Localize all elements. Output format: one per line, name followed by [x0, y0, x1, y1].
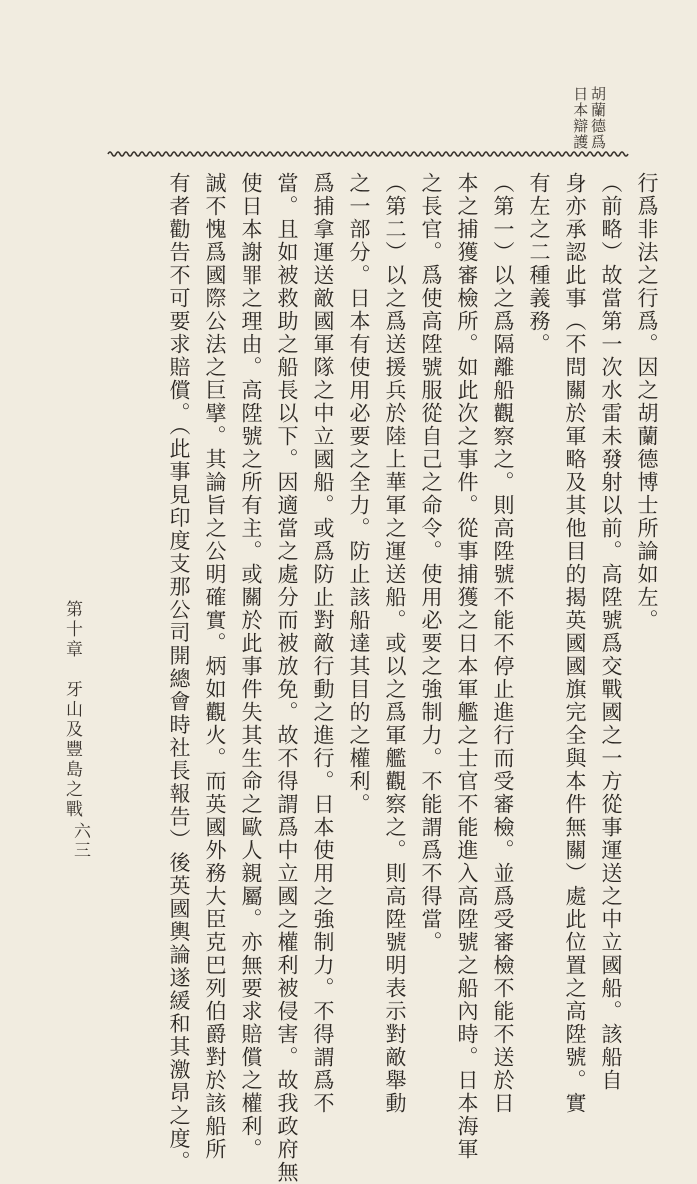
text-column: 之一部分。日本有使用必要之全力。防止該船達其目的之權利。 — [347, 172, 371, 816]
text-column: 誠不愧爲國際公法之巨擘。其論旨之公明確實。炳如觀火。而英國外務大臣克巴列伯爵對於該船所 — [203, 172, 227, 1161]
running-header-line: 日本辯護 — [571, 86, 590, 150]
text-column: 有左之二種義務。 — [527, 172, 551, 356]
text-column: 使日本謝罪之理由。高陞號之所有主。或關於此事件失其生命之歐人親屬。亦無要求賠償之權利。 — [239, 172, 263, 1161]
text-column: 本之捕獲審檢所。如此次之事件。從事捕獲之日本軍艦之士官不能進入高陞號之船內時。日本海軍 — [455, 172, 479, 1161]
text-column: 爲捕拿運送敵國軍隊之中立國船。或爲防止對敵行動之進行。日本使用之強制力。不得謂爲不 — [311, 172, 335, 1115]
body-text — [167, 172, 659, 1184]
text-column: （第二）以之爲送援兵於陸上華軍之運送船。或以之爲軍艦觀察之。則高陞號明表示對敵舉動 — [383, 172, 407, 1115]
running-header-line: 胡蘭德爲 — [589, 86, 607, 150]
running-header — [572, 86, 606, 150]
text-column: 身亦承認此事（不問關於軍略及其他目的揭英國國旗完全與本件無關）處此位置之高陞號。實 — [563, 172, 587, 1115]
text-column: 當。且如被救助之船長以下。因適當之處分而被放免。故不得謂爲中立國之權利被侵害。故我政府無 — [275, 172, 299, 1184]
chapter-footer: 第十章 牙山及豐島之戰 — [62, 600, 82, 820]
text-column: （前略）故當第一次水雷未發射以前。高陞號爲交戰國之一方從事運送之中立國船。該船自 — [599, 172, 623, 1092]
text-column: 之長官。爲使高陞號服從自己之命令。使用必要之強制力。不能謂爲不得當。 — [419, 172, 443, 954]
text-column: 有者勸告不可要求賠償。（此事見印度支那公司開總會時社長報告）後英國輿論遂緩和其激昂之度。 — [167, 172, 191, 1174]
page-number: 六三 — [70, 822, 90, 860]
text-column: （第一）以之爲隔離船觀察之。則高陞號不能不停止進行而受審檢。並爲受審檢不能不送於日 — [491, 172, 515, 1115]
wavy-divider — [108, 148, 628, 160]
text-column: 行爲非法之行爲。因之胡蘭德博士所論如左。 — [635, 172, 659, 632]
